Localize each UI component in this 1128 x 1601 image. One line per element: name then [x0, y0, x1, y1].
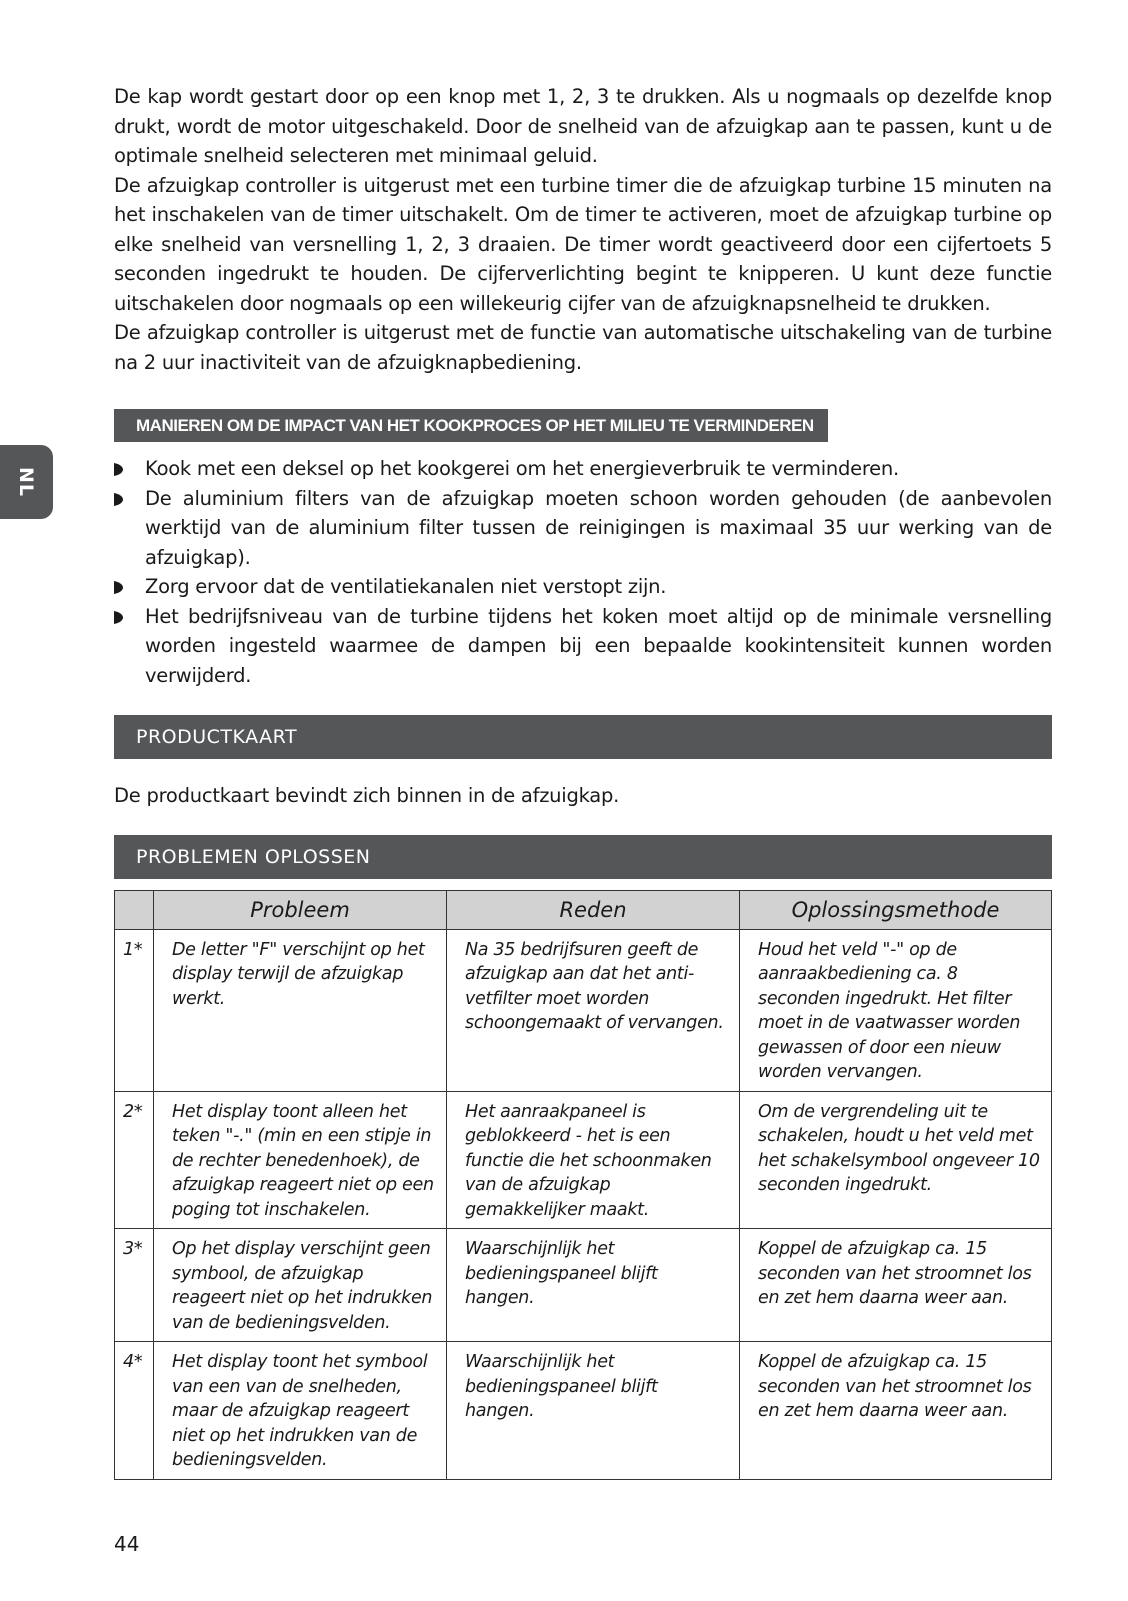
- list-item: [114, 572, 1052, 602]
- cell-probleem: Op het display verschijnt geen symbool, de afzuigkap reageert niet op het indrukken van de bedieningsvelden.: [154, 1229, 447, 1342]
- cell-probleem: Het display toont het symbool van een van de snelheden, maar de afzuigkap reageert niet op het indrukken van de bedieningsvelden.: [154, 1342, 447, 1480]
- cell-oplossing: Om de vergrendeling uit te schakelen, houdt u het veld met het schakelsymbool ongeveer 10 seconden ingedrukt.: [740, 1091, 1052, 1229]
- column-header-reden: Reden: [447, 890, 740, 929]
- cell-probleem: Het display toont alleen het teken "-." (min en een stipje in de rechter benedenhoek), de afzuigkap reageert niet op een poging tot inschakelen.: [154, 1091, 447, 1229]
- column-header-number: [115, 890, 154, 929]
- troubleshooting-table: [114, 890, 1052, 1480]
- cell-reden: Het aanraakpaneel is geblokkeerd - het is een functie die het schoonmaken van de afzuigkap gemakkelijker maakt.: [447, 1091, 740, 1229]
- list-item: [114, 484, 1052, 573]
- cell-reden: Waarschijnlijk het bedieningspaneel blijft hangen.: [447, 1229, 740, 1342]
- table-row: [115, 1342, 1052, 1480]
- bullet-icon: [114, 581, 123, 594]
- intro-paragraph: De kap wordt gestart door op een knop met 1, 2, 3 te drukken. Als u nogmaals op dezelfde knop drukt, wordt de motor uitgeschakeld. Door de snelheid van de afzuigkap aan te passen, kunt u de optimale snelheid selecteren met minimaal geluid.: [114, 85, 1052, 167]
- intro-paragraph: De afzuigkap controller is uitgerust met de functie van automatische uitschakeling van de turbine na 2 uur inactiviteit van de afzuigknapbediening.: [114, 321, 1052, 374]
- productkaart-section-title: PRODUCTKAART: [114, 715, 1052, 759]
- table-row: [115, 1091, 1052, 1229]
- table-row: [115, 929, 1052, 1091]
- row-number: 4*: [115, 1342, 154, 1480]
- bullet-icon: [114, 611, 123, 624]
- environment-section-title: MANIEREN OM DE IMPACT VAN HET KOOKPROCES OP HET MILIEU TE VERMINDEREN: [114, 409, 828, 442]
- table-row: [115, 1229, 1052, 1342]
- list-item: [114, 602, 1052, 691]
- column-header-probleem: Probleem: [154, 890, 447, 929]
- intro-paragraph: De afzuigkap controller is uitgerust met een turbine timer die de afzuigkap turbine 15 minuten na het inschakelen van de timer uitschakelt. Om de timer te activeren, moet de afzuigkap turbine op elke snelheid van versnelling 1, 2, 3 draaien. De timer wordt geactiveerd door een cijfertoets 5 seconden ingedrukt te houden. De cijferverlichting begint te knipperen. U kunt deze functie uitschakelen door nogmaals op een willekeurig cijfer van de afzuigknapsnelheid te drukken.: [114, 173, 1052, 315]
- list-item-text: Het bedrijfsniveau van de turbine tijdens het koken moet altijd op de minimale versnelling worden ingesteld waarmee de dampen bij een bepaalde kookintensiteit kunnen worden verwijderd.: [145, 604, 1052, 687]
- intro-section: [114, 82, 1052, 377]
- cell-oplossing: Koppel de afzuigkap ca. 15 seconden van het stroomnet los en zet hem daarna weer aan.: [740, 1229, 1052, 1342]
- table-header-row: [115, 890, 1052, 929]
- row-number: 3*: [115, 1229, 154, 1342]
- bullet-icon: [114, 493, 123, 506]
- page-number: 44: [114, 1532, 140, 1556]
- list-item-text: De aluminium filters van de afzuigkap moeten schoon worden gehouden (de aanbevolen werktijd van de aluminium filter tussen de reinigingen is maximaal 35 uur werking van de afzuigkap).: [145, 486, 1052, 569]
- list-item: [114, 454, 1052, 484]
- problemen-section-title: PROBLEMEN OPLOSSEN: [114, 835, 1052, 879]
- cell-oplossing: Houd het veld "-" op de aanraakbediening ca. 8 seconden ingedrukt. Het filter moet in de vaatwasser worden gewassen of door een nieuw worden vervangen.: [740, 929, 1052, 1091]
- bullet-icon: [114, 463, 123, 476]
- cell-probleem: De letter "F" verschijnt op het display terwijl de afzuigkap werkt.: [154, 929, 447, 1091]
- cell-oplossing: Koppel de afzuigkap ca. 15 seconden van het stroomnet los en zet hem daarna weer aan.: [740, 1342, 1052, 1480]
- page-content: [114, 82, 1052, 1480]
- cell-reden: Na 35 bedrijfsuren geeft de afzuigkap aan dat het anti-vetfilter moet worden schoongemaakt of vervangen.: [447, 929, 740, 1091]
- row-number: 1*: [115, 929, 154, 1091]
- column-header-oplossing: Oplossingsmethode: [740, 890, 1052, 929]
- list-item-text: Kook met een deksel op het kookgerei om het energieverbruik te verminderen.: [145, 457, 899, 480]
- language-tab: [0, 445, 53, 519]
- environment-list: [114, 454, 1052, 690]
- productkaart-text: De productkaart bevindt zich binnen in de afzuigkap.: [114, 784, 620, 807]
- row-number: 2*: [115, 1091, 154, 1229]
- language-tab-label: NL: [15, 466, 38, 498]
- list-item-text: Zorg ervoor dat de ventilatiekanalen niet verstopt zijn.: [145, 575, 667, 598]
- cell-reden: Waarschijnlijk het bedieningspaneel blijft hangen.: [447, 1342, 740, 1480]
